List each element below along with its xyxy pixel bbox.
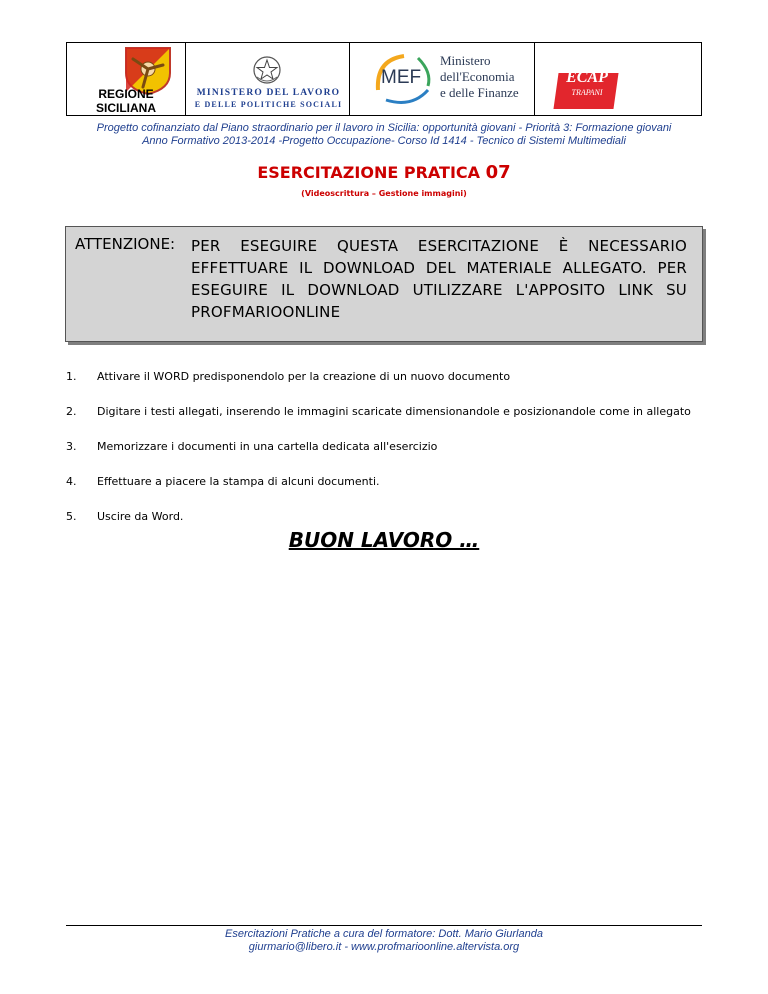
step-text: Memorizzare i documenti in una cartella dedicata all'esercizio	[97, 440, 438, 453]
italian-republic-emblem-icon	[252, 55, 282, 85]
attention-label: ATTENZIONE:	[75, 235, 176, 253]
ecap-cell	[535, 43, 701, 115]
footer-divider	[66, 925, 702, 926]
step-text: Attivare il WORD predisponendolo per la creazione di un nuovo documento	[97, 370, 511, 383]
step-number: 3.	[66, 440, 77, 453]
mef-cell	[350, 43, 535, 115]
regione-siciliana-cell	[67, 43, 186, 115]
ecap-logo-text: ECAP	[566, 69, 608, 86]
siciliana-line: SICILIANA	[96, 101, 156, 115]
step-text: Digitare i testi allegati, inserendo le immagini scaricate dimensionandole e posizionandole come in allegato	[97, 405, 691, 418]
exercise-subtitle: (Videoscrittura – Gestione immagini)	[301, 189, 467, 198]
footer-contacts: giurmario@libero.it - www.profmarioonline.altervista.org	[248, 941, 520, 953]
step-number: 1.	[66, 370, 77, 383]
step-number: 2.	[66, 405, 77, 418]
regione-siciliana-label	[67, 87, 185, 115]
mef-logo-text: MEF	[381, 67, 422, 88]
ministero-lavoro-cell	[186, 43, 350, 115]
mef-line2: dell'Economia	[440, 69, 515, 84]
ministero-lavoro-line2: E DELLE POLITICHE SOCIALI	[194, 100, 343, 109]
mef-line3: e delle Finanze	[440, 85, 519, 100]
mef-label	[440, 53, 519, 101]
footer-author: Esercitazioni Pratiche a cura del formatore: Dott. Mario Giurlanda	[225, 928, 543, 940]
exercise-title	[0, 162, 768, 183]
closing-message: BUON LAVORO …	[288, 528, 480, 552]
attention-body: PER ESEGUIRE QUESTA ESERCITAZIONE È NECESSARIO EFFETTUARE IL DOWNLOAD DEL MATERIALE ALLEGATO. PER ESEGUIRE IL DOWNLOAD UTILIZZARE L'APPOSITO LINK SU PROFMARIOONLINE	[191, 237, 687, 321]
regione-line: REGIONE	[98, 87, 154, 101]
project-line-1: Progetto cofinanziato dal Piano straordinario per il lavoro in Sicilia: opportunità giovani - Priorità 3: Formazione giovani	[96, 122, 672, 134]
ministero-lavoro-label	[192, 87, 345, 111]
exercise-number: 07	[485, 162, 511, 183]
step-number: 5.	[66, 510, 77, 523]
ministero-lavoro-line1: MINISTERO DEL LAVORO	[196, 88, 341, 98]
logo-header	[66, 42, 702, 116]
ecap-subtext: TRAPANI	[571, 88, 603, 97]
step-text: Effettuare a piacere la stampa di alcuni documenti.	[97, 475, 380, 488]
attention-box	[65, 226, 703, 342]
exercise-title-text: ESERCITAZIONE PRATICA	[257, 163, 486, 182]
step-text: Uscire da Word.	[97, 510, 184, 523]
project-line-2: Anno Formativo 2013-2014 -Progetto Occupazione- Corso Id 1414 - Tecnico di Sistemi Multimediali	[142, 135, 626, 147]
step-number: 4.	[66, 475, 77, 488]
mef-line1: Ministero	[440, 53, 491, 68]
